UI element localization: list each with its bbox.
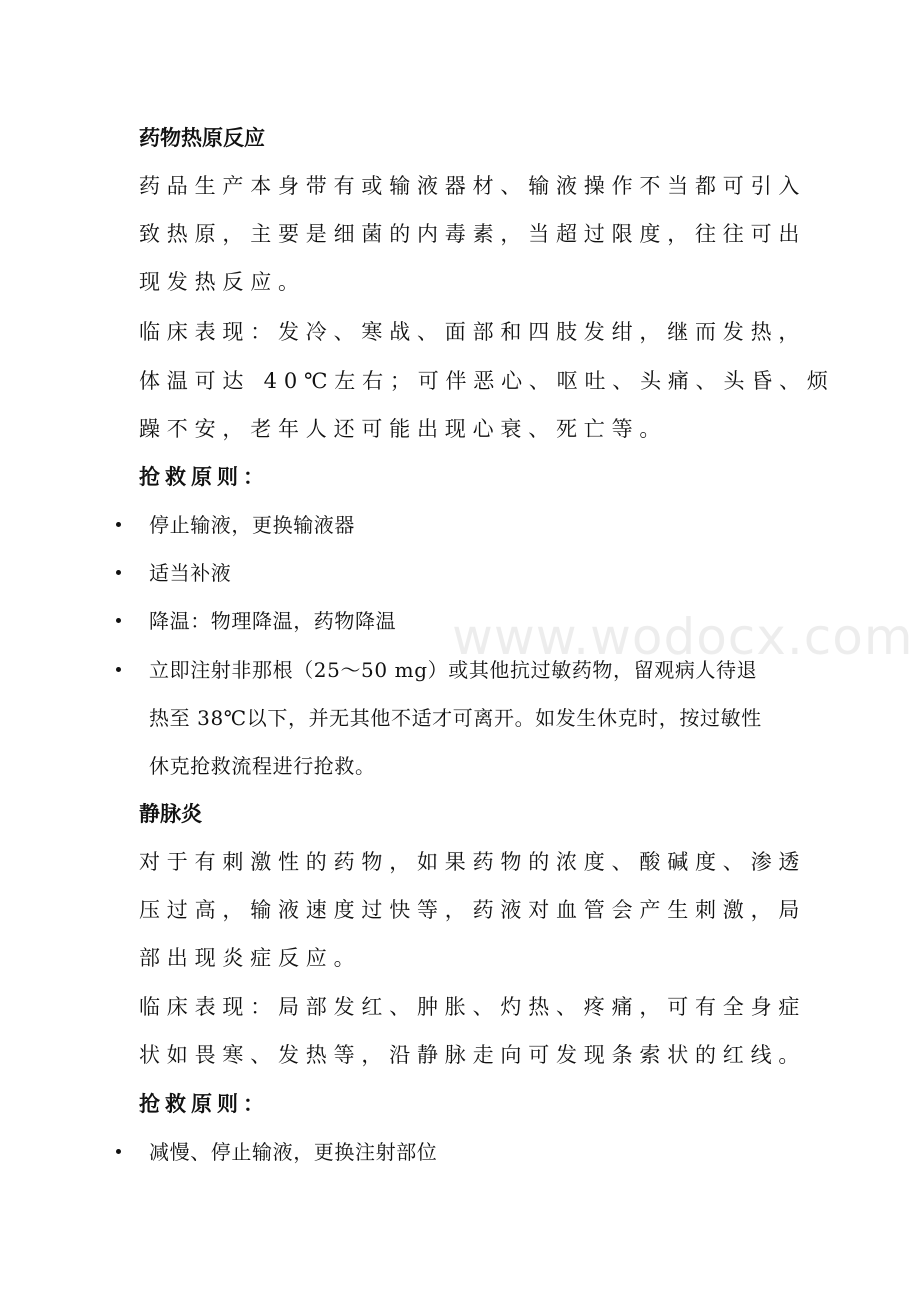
rescue-principle-heading: 抢救原则： — [139, 1092, 269, 1116]
bullet-dot — [116, 522, 121, 527]
section-title-phlebitis: 静脉炎 — [139, 802, 202, 826]
bullet-item: 减慢、停止输液，更换注射部位 — [149, 1140, 438, 1164]
paragraph-line: 致热原，主要是细菌的内毒素，当超过限度，往往可出 — [139, 222, 807, 246]
bullet-item: 适当补液 — [149, 561, 232, 585]
paragraph-line: 压过高，输液速度过快等，药液对血管会产生刺激，局 — [139, 898, 807, 922]
bullet-item: 立即注射非那根（25～50 mg）或其他抗过敏药物，留观病人待退 — [149, 658, 758, 682]
bullet-dot — [116, 1149, 121, 1154]
paragraph-line: 躁不安，老年人还可能出现心衰、死亡等。 — [139, 417, 668, 441]
bullet-dot — [116, 570, 121, 575]
paragraph-line: 药品生产本身带有或输液器材、输液操作不当都可引入 — [139, 174, 807, 198]
paragraph-line: 对于有刺激性的药物，如果药物的浓度、酸碱度、渗透 — [139, 850, 807, 874]
watermark: www.wodocx.com — [452, 608, 914, 666]
paragraph-line: 现发热反应。 — [139, 270, 306, 294]
paragraph-line: 状如畏寒、发热等，沿静脉走向可发现条索状的红线。 — [139, 1043, 807, 1067]
paragraph-line: 体温可达 40℃左右；可伴恶心、呕吐、头痛、头昏、烦 — [139, 369, 835, 393]
bullet-item: 降温：物理降温，药物降温 — [149, 609, 397, 633]
paragraph-line: 临床表现：局部发红、肿胀、灼热、疼痛，可有全身症 — [139, 995, 807, 1019]
rescue-principle-heading: 抢救原则： — [139, 465, 269, 489]
bullet-dot — [116, 667, 121, 672]
bullet-dot — [116, 618, 121, 623]
section-title-pyrogen-reaction: 药物热原反应 — [139, 126, 265, 150]
paragraph-line: 部出现炎症反应。 — [139, 946, 362, 970]
bullet-item-continuation: 休克抢救流程进行抢救。 — [149, 754, 376, 778]
bullet-item-continuation: 热至 38℃以下，并无其他不适才可离开。如发生休克时，按过敏性 — [149, 706, 762, 730]
paragraph-line: 临床表现：发冷、寒战、面部和四肢发绀，继而发热， — [139, 320, 807, 344]
bullet-item: 停止输液，更换输液器 — [149, 513, 355, 537]
